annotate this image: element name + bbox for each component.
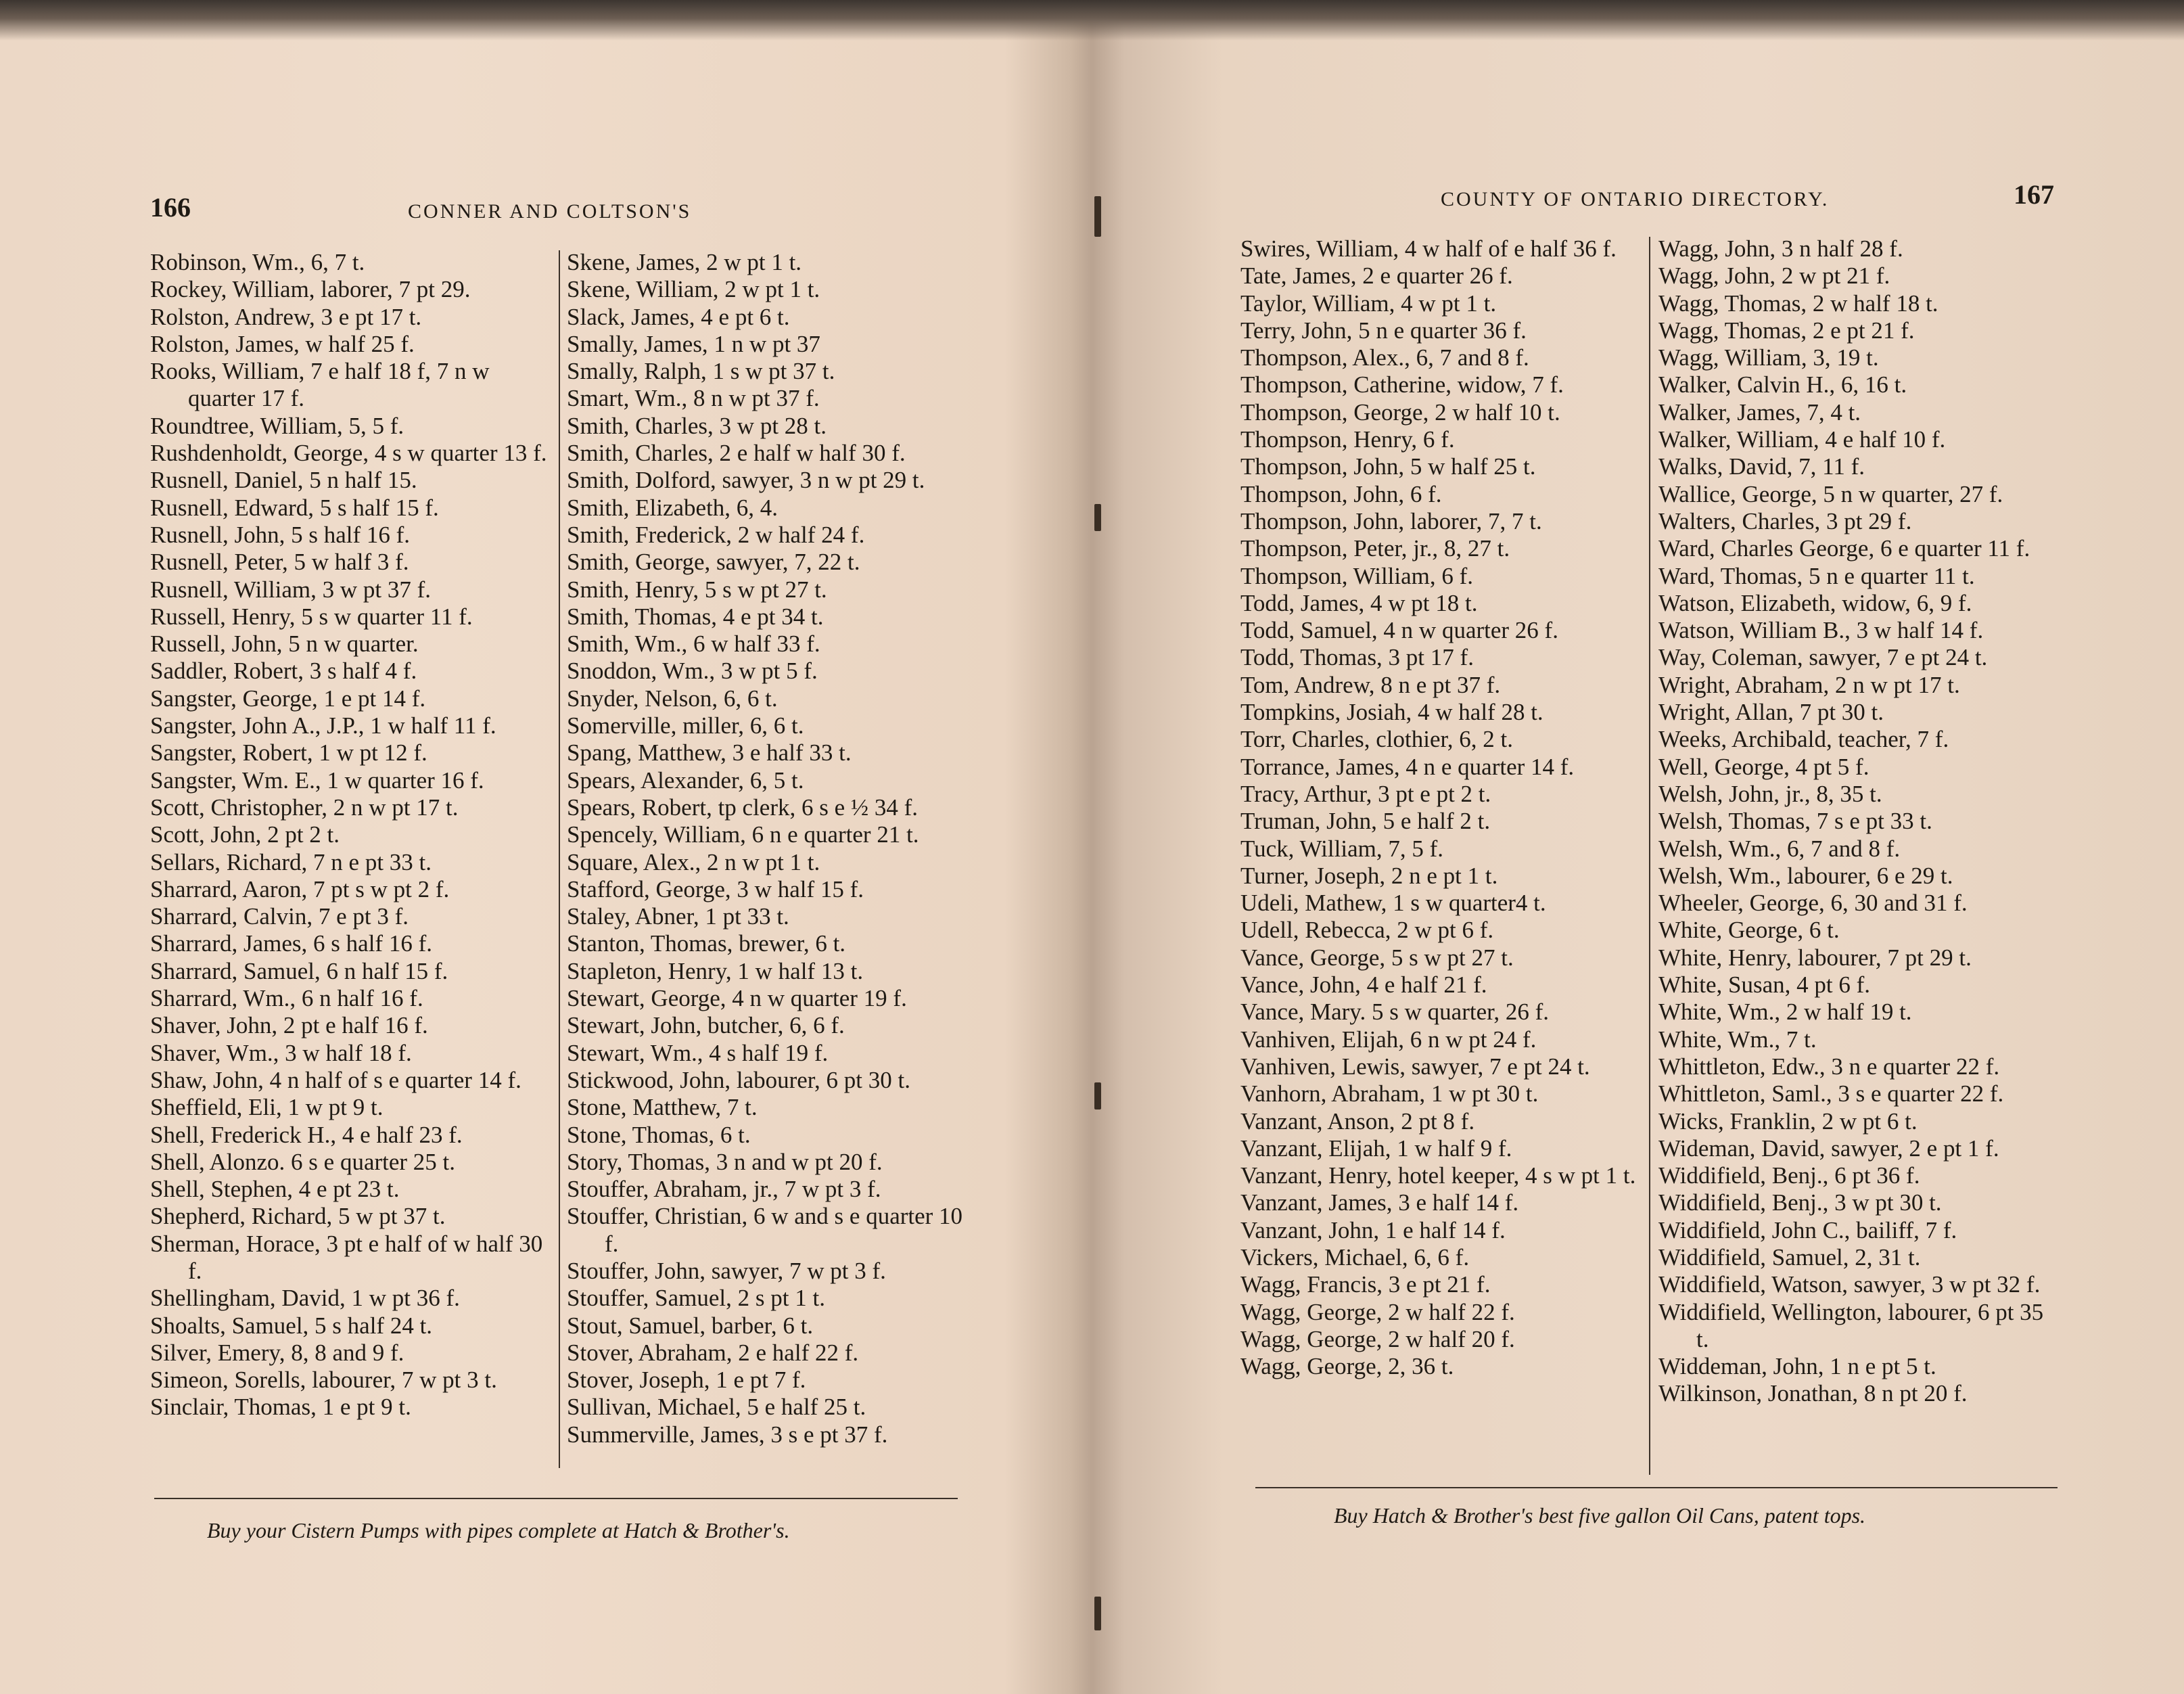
directory-entry: Tracy, Arthur, 3 pt e pt 2 t. — [1240, 780, 1491, 807]
directory-entry: Thompson, Henry, 6 f. — [1240, 426, 1455, 453]
directory-entry: Welsh, Wm., 6, 7 and 8 f. — [1658, 835, 1901, 862]
directory-entry: Story, Thomas, 3 n and w pt 20 f. — [567, 1148, 883, 1175]
directory-entry: Spears, Robert, tp clerk, 6 s e ½ 34 f. — [567, 794, 919, 821]
directory-entry: Truman, John, 5 e half 2 t. — [1240, 808, 1491, 835]
directory-entry: Welsh, Thomas, 7 s e pt 33 t. — [1658, 808, 1932, 835]
directory-entry: Turner, Joseph, 2 n e pt 1 t. — [1240, 862, 1498, 889]
binding-thread-bottom — [1094, 1597, 1101, 1630]
directory-entry: Sharrard, James, 6 s half 16 f. — [150, 930, 432, 957]
page-number: 167 — [2014, 179, 2054, 210]
directory-entry: Vanzant, Anson, 2 pt 8 f. — [1240, 1107, 1475, 1135]
directory-entry: Todd, Samuel, 4 n w quarter 26 f. — [1240, 617, 1558, 644]
directory-entry: Smith, George, sawyer, 7, 22 t. — [567, 549, 860, 576]
directory-entry: Rusnell, William, 3 w pt 37 f. — [150, 576, 432, 603]
directory-entry: Thompson, John, laborer, 7, 7 t. — [1240, 507, 1542, 534]
right-column-1 — [1240, 235, 1642, 1380]
directory-entry: Stone, Matthew, 7 t. — [567, 1094, 758, 1121]
directory-entry: Scott, John, 2 pt 2 t. — [150, 821, 340, 848]
directory-entry: Vanzant, James, 3 e half 14 f. — [1240, 1189, 1519, 1216]
directory-entry: Snoddon, Wm., 3 w pt 5 f. — [567, 658, 818, 685]
directory-entry: Wagg, William, 3, 19 t. — [1658, 344, 1879, 371]
directory-entry: Roundtree, William, 5, 5 f. — [150, 412, 404, 439]
directory-entry: Widdeman, John, 1 n e pt 5 t. — [1658, 1353, 1936, 1380]
directory-entry: Wright, Allan, 7 pt 30 t. — [1658, 699, 1884, 726]
directory-entry: Wagg, Francis, 3 e pt 21 f. — [1240, 1271, 1491, 1298]
directory-entry: Todd, Thomas, 3 pt 17 f. — [1240, 644, 1474, 671]
directory-entry: Widdifield, John C., bailiff, 7 f. — [1658, 1216, 1957, 1243]
directory-entry: Staley, Abner, 1 pt 33 t. — [567, 903, 789, 930]
directory-entry: Simeon, Sorells, labourer, 7 w pt 3 t. — [150, 1367, 497, 1394]
directory-entry: Vanzant, Elijah, 1 w half 9 f. — [1240, 1135, 1512, 1162]
left-page — [0, 0, 1089, 1694]
directory-entry: Wagg, George, 2, 36 t. — [1240, 1353, 1454, 1380]
directory-entry: Stickwood, John, labourer, 6 pt 30 t. — [567, 1066, 910, 1093]
directory-entry: Wagg, George, 2 w half 20 f. — [1240, 1325, 1515, 1352]
directory-entry: Vanzant, Henry, hotel keeper, 4 s w pt 1 t. — [1240, 1162, 1636, 1189]
directory-entry: Sangster, Wm. E., 1 w quarter 16 f. — [150, 766, 484, 794]
directory-entry: Udell, Rebecca, 2 w pt 6 f. — [1240, 917, 1494, 944]
directory-entry: Wheeler, George, 6, 30 and 31 f. — [1658, 890, 1968, 917]
directory-entry: Whittleton, Edw., 3 n e quarter 22 f. — [1658, 1053, 2000, 1080]
directory-entry: Wilkinson, Jonathan, 8 n pt 20 f. — [1658, 1380, 1968, 1407]
directory-entry: Vance, John, 4 e half 21 f. — [1240, 971, 1487, 999]
directory-entry: Well, George, 4 pt 5 f. — [1658, 753, 1869, 780]
running-head: CONNER AND COLTSON'S — [408, 200, 692, 223]
directory-entry: Stafford, George, 3 w half 15 f. — [567, 875, 864, 902]
directory-entry: Thompson, Peter, jr., 8, 27 t. — [1240, 535, 1510, 562]
directory-entry: Vanhorn, Abraham, 1 w pt 30 t. — [1240, 1080, 1539, 1107]
directory-entry: Snyder, Nelson, 6, 6 t. — [567, 685, 778, 712]
directory-entry: Weeks, Archibald, teacher, 7 f. — [1658, 726, 1949, 753]
directory-entry: Shaver, Wm., 3 w half 18 f. — [150, 1039, 412, 1066]
directory-entry: Smith, Elizabeth, 6, 4. — [567, 494, 779, 521]
directory-entry: Todd, James, 4 w pt 18 t. — [1240, 589, 1478, 616]
directory-entry: Smith, Charles, 2 e half w half 30 f. — [567, 440, 906, 467]
footer-rule — [1255, 1487, 2058, 1488]
directory-entry: Russell, Henry, 5 s w quarter 11 f. — [150, 603, 473, 630]
directory-entry: Shell, Alonzo. 6 s e quarter 25 t. — [150, 1148, 456, 1175]
directory-entry: Tompkins, Josiah, 4 w half 28 t. — [1240, 699, 1543, 726]
directory-entry: Shepherd, Richard, 5 w pt 37 t. — [150, 1203, 446, 1230]
directory-entry: Sinclair, Thomas, 1 e pt 9 t. — [150, 1394, 411, 1421]
directory-entry: Udeli, Mathew, 1 s w quarter4 t. — [1240, 890, 1546, 917]
directory-entry: Vanhiven, Lewis, sawyer, 7 e pt 24 t. — [1240, 1053, 1590, 1080]
column-divider — [1649, 237, 1650, 1475]
directory-entry: Sangster, John A., J.P., 1 w half 11 f. — [150, 712, 496, 739]
directory-entry: Thompson, Catherine, widow, 7 f. — [1240, 371, 1564, 398]
directory-entry: Sheffield, Eli, 1 w pt 9 t. — [150, 1094, 384, 1121]
directory-entry: Spencely, William, 6 n e quarter 21 t. — [567, 821, 919, 848]
directory-entry: Watson, Elizabeth, widow, 6, 9 f. — [1658, 589, 1972, 616]
directory-entry: Wagg, John, 3 n half 28 f. — [1658, 235, 1903, 262]
directory-entry: Rusnell, John, 5 s half 16 f. — [150, 521, 411, 548]
directory-entry: Stewart, Wm., 4 s half 19 f. — [567, 1039, 829, 1066]
directory-entry: Wagg, Thomas, 2 e pt 21 f. — [1658, 317, 1915, 344]
directory-entry: Torrance, James, 4 n e quarter 14 f. — [1240, 753, 1575, 780]
directory-entry: Vickers, Michael, 6, 6 f. — [1240, 1243, 1470, 1270]
directory-entry: Terry, John, 5 n e quarter 36 f. — [1240, 317, 1527, 344]
directory-entry: Smally, James, 1 n w pt 37 — [567, 330, 820, 357]
directory-entry: Stapleton, Henry, 1 w half 13 t. — [567, 957, 864, 984]
directory-entry: Smith, Thomas, 4 e pt 34 t. — [567, 603, 824, 630]
directory-entry: Welsh, John, jr., 8, 35 t. — [1658, 780, 1882, 807]
directory-entry: Tate, James, 2 e quarter 26 f. — [1240, 262, 1513, 290]
binding-thread-lower — [1094, 1082, 1101, 1109]
directory-entry: Rolston, James, w half 25 f. — [150, 330, 415, 357]
directory-entry: Stouffer, Christian, 6 w and s e quarter 10 f. — [567, 1203, 963, 1257]
directory-entry: Smith, Dolford, sawyer, 3 n w pt 29 t. — [567, 467, 925, 494]
directory-entry: Tuck, William, 7, 5 f. — [1240, 835, 1443, 862]
directory-entry: Stouffer, John, sawyer, 7 w pt 3 f. — [567, 1257, 886, 1284]
directory-entry: Shoalts, Samuel, 5 s half 24 t. — [150, 1312, 433, 1339]
directory-entry: Sherman, Horace, 3 pt e half of w half 30 f. — [150, 1230, 543, 1284]
directory-entry: Rockey, William, laborer, 7 pt 29. — [150, 276, 471, 303]
directory-entry: Smith, Henry, 5 s w pt 27 t. — [567, 576, 827, 603]
directory-entry: White, Susan, 4 pt 6 f. — [1658, 971, 1871, 999]
directory-entry: Sharrard, Samuel, 6 n half 15 f. — [150, 957, 448, 984]
directory-entry: Sangster, Robert, 1 w pt 12 f. — [150, 739, 427, 766]
directory-entry: Rooks, William, 7 e half 18 f, 7 n w quarter 17 f. — [150, 358, 490, 412]
directory-entry: Widdifield, Samuel, 2, 31 t. — [1658, 1243, 1921, 1270]
directory-entry: Russell, John, 5 n w quarter. — [150, 631, 419, 658]
directory-entry: Tom, Andrew, 8 n e pt 37 f. — [1240, 671, 1501, 698]
directory-entry: Sangster, George, 1 e pt 14 f. — [150, 685, 426, 712]
directory-entry: Sharrard, Aaron, 7 pt s w pt 2 f. — [150, 875, 450, 902]
directory-entry: Thompson, Alex., 6, 7 and 8 f. — [1240, 344, 1529, 371]
directory-entry: Rusnell, Edward, 5 s half 15 f. — [150, 494, 439, 521]
left-column-1 — [150, 249, 552, 1421]
directory-entry: Wright, Abraham, 2 n w pt 17 t. — [1658, 671, 1960, 698]
directory-entry: Welsh, Wm., labourer, 6 e 29 t. — [1658, 862, 1953, 889]
directory-entry: Stanton, Thomas, brewer, 6 t. — [567, 930, 846, 957]
directory-entry: Whittleton, Saml., 3 s e quarter 22 f. — [1658, 1080, 2004, 1107]
directory-entry: Stover, Joseph, 1 e pt 7 f. — [567, 1367, 806, 1394]
directory-entry: Rolston, Andrew, 3 e pt 17 t. — [150, 303, 422, 330]
column-divider — [559, 250, 560, 1468]
directory-entry: Walker, James, 7, 4 t. — [1658, 398, 1861, 426]
directory-entry: Somerville, miller, 6, 6 t. — [567, 712, 804, 739]
directory-entry: Stone, Thomas, 6 t. — [567, 1121, 751, 1148]
directory-entry: Skene, William, 2 w pt 1 t. — [567, 276, 820, 303]
directory-entry: Shaw, John, 4 n half of s e quarter 14 f. — [150, 1066, 521, 1093]
directory-entry: Shaver, John, 2 pt e half 16 f. — [150, 1012, 428, 1039]
directory-entry: Vanzant, John, 1 e half 14 f. — [1240, 1216, 1506, 1243]
page-number: 166 — [150, 192, 191, 223]
directory-entry: Scott, Christopher, 2 n w pt 17 t. — [150, 794, 459, 821]
running-head: COUNTY OF ONTARIO DIRECTORY. — [1441, 188, 1830, 210]
directory-entry: Walker, Calvin H., 6, 16 t. — [1658, 371, 1907, 398]
directory-entry: Thompson, George, 2 w half 10 t. — [1240, 398, 1560, 426]
directory-entry: Stewart, George, 4 n w quarter 19 f. — [567, 985, 907, 1012]
directory-entry: Swires, William, 4 w half of e half 36 f. — [1240, 235, 1617, 262]
directory-entry: Stouffer, Samuel, 2 s pt 1 t. — [567, 1285, 825, 1312]
right-page — [1102, 0, 2184, 1694]
directory-entry: Widdifield, Benj., 3 w pt 30 t. — [1658, 1189, 1942, 1216]
left-column-2 — [567, 249, 967, 1448]
directory-entry: Way, Coleman, sawyer, 7 e pt 24 t. — [1658, 644, 1988, 671]
directory-entry: Rusnell, Peter, 5 w half 3 f. — [150, 549, 409, 576]
directory-entry: Wagg, John, 2 w pt 21 f. — [1658, 262, 1890, 290]
right-column-2 — [1658, 235, 2058, 1408]
directory-entry: Spang, Matthew, 3 e half 33 t. — [567, 739, 852, 766]
directory-entry: Thompson, John, 5 w half 25 t. — [1240, 453, 1536, 480]
advertisement-footer: Buy your Cistern Pumps with pipes complete at Hatch & Brother's. — [207, 1518, 790, 1542]
directory-entry: Vance, Mary. 5 s w quarter, 26 f. — [1240, 999, 1550, 1026]
directory-entry: Ward, Charles George, 6 e quarter 11 f. — [1658, 535, 2030, 562]
directory-entry: Sullivan, Michael, 5 e half 25 t. — [567, 1394, 866, 1421]
directory-entry: Stouffer, Abraham, jr., 7 w pt 3 f. — [567, 1176, 881, 1203]
directory-entry: Widdifield, Watson, sawyer, 3 w pt 32 f. — [1658, 1271, 2041, 1298]
directory-entry: Sellars, Richard, 7 n e pt 33 t. — [150, 848, 432, 875]
directory-entry: White, Wm., 2 w half 19 t. — [1658, 999, 1912, 1026]
directory-entry: Saddler, Robert, 3 s half 4 f. — [150, 658, 417, 685]
directory-entry: White, George, 6 t. — [1658, 917, 1840, 944]
directory-entry: Widdifield, Wellington, labourer, 6 pt 35 t. — [1658, 1298, 2044, 1352]
binding-thread-top — [1094, 196, 1101, 237]
directory-entry: Wicks, Franklin, 2 w pt 6 t. — [1658, 1107, 1918, 1135]
directory-entry: Thompson, John, 6 f. — [1240, 480, 1442, 507]
directory-entry: Smith, Frederick, 2 w half 24 f. — [567, 521, 865, 548]
directory-entry: Shellingham, David, 1 w pt 36 f. — [150, 1285, 460, 1312]
directory-entry: White, Wm., 7 t. — [1658, 1026, 1817, 1053]
directory-entry: Stout, Samuel, barber, 6 t. — [567, 1312, 814, 1339]
directory-entry: Ward, Thomas, 5 n e quarter 11 t. — [1658, 562, 1975, 589]
directory-entry: Smith, Charles, 3 w pt 28 t. — [567, 412, 827, 439]
directory-entry: Thompson, William, 6 f. — [1240, 562, 1474, 589]
directory-entry: Skene, James, 2 w pt 1 t. — [567, 249, 802, 275]
directory-entry: Shell, Frederick H., 4 e half 23 f. — [150, 1121, 463, 1148]
directory-entry: Smally, Ralph, 1 s w pt 37 t. — [567, 358, 835, 385]
directory-entry: Vance, George, 5 s w pt 27 t. — [1240, 944, 1514, 971]
directory-entry: Widdifield, Benj., 6 pt 36 f. — [1658, 1162, 1920, 1189]
directory-entry: Stewart, John, butcher, 6, 6 f. — [567, 1012, 845, 1039]
directory-entry: Slack, James, 4 e pt 6 t. — [567, 303, 790, 330]
directory-entry: Wagg, George, 2 w half 22 f. — [1240, 1298, 1515, 1325]
directory-entry: Taylor, William, 4 w pt 1 t. — [1240, 290, 1497, 317]
directory-entry: Smart, Wm., 8 n w pt 37 f. — [567, 385, 820, 412]
directory-entry: Torr, Charles, clothier, 6, 2 t. — [1240, 726, 1513, 753]
directory-entry: Wagg, Thomas, 2 w half 18 t. — [1658, 290, 1938, 317]
directory-entry: Shell, Stephen, 4 e pt 23 t. — [150, 1176, 400, 1203]
binding-thread-middle — [1094, 504, 1101, 531]
directory-entry: Stover, Abraham, 2 e half 22 f. — [567, 1339, 859, 1366]
footer-rule — [154, 1498, 958, 1499]
directory-entry: Sharrard, Calvin, 7 e pt 3 f. — [150, 903, 409, 930]
directory-entry: Walters, Charles, 3 pt 29 f. — [1658, 507, 1912, 534]
directory-entry: Summerville, James, 3 s e pt 37 f. — [567, 1421, 888, 1448]
directory-entry: Watson, William B., 3 w half 14 f. — [1658, 617, 1984, 644]
directory-entry: Rusnell, Daniel, 5 n half 15. — [150, 467, 417, 494]
directory-entry: Vanhiven, Elijah, 6 n w pt 24 f. — [1240, 1026, 1537, 1053]
directory-entry: Silver, Emery, 8, 8 and 9 f. — [150, 1339, 404, 1366]
directory-entry: Walker, William, 4 e half 10 f. — [1658, 426, 1946, 453]
directory-entry: White, Henry, labourer, 7 pt 29 t. — [1658, 944, 1972, 971]
directory-entry: Wallice, George, 5 n w quarter, 27 f. — [1658, 480, 2003, 507]
directory-entry: Rushdenholdt, George, 4 s w quarter 13 f. — [150, 440, 547, 467]
directory-entry: Square, Alex., 2 n w pt 1 t. — [567, 848, 820, 875]
advertisement-footer: Buy Hatch & Brother's best five gallon Oil Cans, patent tops. — [1334, 1503, 1866, 1528]
directory-entry: Sharrard, Wm., 6 n half 16 f. — [150, 985, 423, 1012]
directory-entry: Robinson, Wm., 6, 7 t. — [150, 249, 365, 275]
directory-entry: Wideman, David, sawyer, 2 e pt 1 f. — [1658, 1135, 1999, 1162]
directory-entry: Smith, Wm., 6 w half 33 f. — [567, 631, 820, 658]
directory-entry: Spears, Alexander, 6, 5 t. — [567, 766, 804, 794]
directory-entry: Walks, David, 7, 11 f. — [1658, 453, 1865, 480]
